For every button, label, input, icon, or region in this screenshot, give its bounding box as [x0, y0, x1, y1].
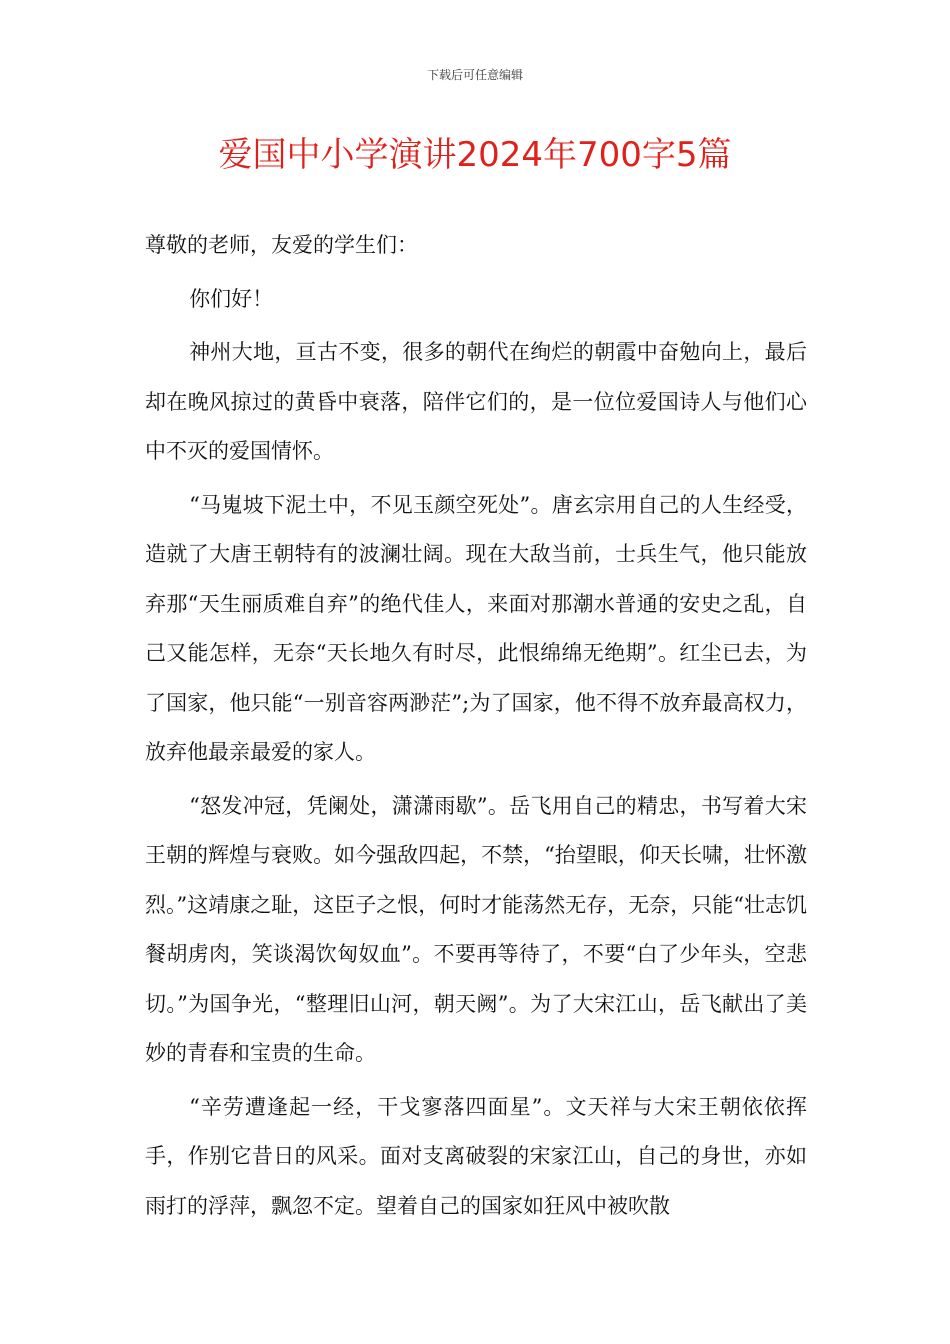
document-title: 爱国中小学演讲2024年700字5篇: [218, 135, 732, 175]
paragraph-4: “辛劳遭逢起一经，干戈寥落四面星”。文天祥与大宋王朝依依挥手，作别它昔日的风采。面对支离破裂的宋家江山，自己的身世，亦如雨打的浮萍，飘忽不定。望着自己的国家如狂风中被吹散: [145, 1094, 807, 1218]
paragraph-3: “怒发冲冠，凭阑处，潇潇雨歇”。岳飞用自己的精忠，书写着大宋王朝的辉煌与衰败。如今强敌四起，不禁，“抬望眼，仰天长啸，壮怀激烈。”这靖康之耻，这臣子之恨，何时才能荡然无存，无奈，只能“壮志饥餐胡虏肉，笑谈渴饮匈奴血”。不要再等待了，不要“白了少年头，空悲切。”为国争光，“整理旧山河，朝天阙”。为了大宋江山，岳飞献出了美妙的青春和宝贵的生命。: [145, 793, 807, 1065]
greeting: 你们好！: [189, 286, 274, 311]
paragraph-1: 神州大地，亘古不变，很多的朝代在绚烂的朝霞中奋勉向上，最后却在晚风掠过的黄昏中衰落，陪伴它们的，是一位位爱国诗人与他们心中不灭的爱国情怀。: [145, 340, 807, 463]
salutation: 尊敬的老师，友爱的学生们：: [145, 233, 418, 257]
page-header: 下载后可任意编辑: [426, 68, 523, 82]
document-body: [145, 221, 807, 1231]
paragraph-2: “马嵬坡下泥土中，不见玉颜空死处”。唐玄宗用自己的人生经受，造就了大唐王朝特有的波澜壮阔。现在大敌当前，士兵生气，他只能放弃那“天生丽质难自弃”的绝代佳人，来面对那潮水普通的安史之乱，自己又能怎样，无奈“天长地久有时尽，此恨绵绵无绝期”。红尘已去，为了国家，他只能“一别音容两渺茫”;为了国家，他不得不放弃最高权力，放弃他最亲最爱的家人。: [145, 492, 807, 764]
